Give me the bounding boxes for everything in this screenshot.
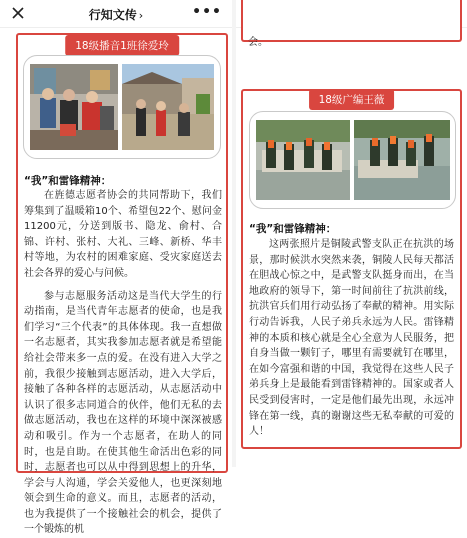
- photo-flood-fighting-1[interactable]: [256, 120, 350, 200]
- article-paragraph: 在旌德志愿者协会的共同帮助下，我们筹集到了温暖箱10个、希望包22个、慰问金11200元，分送到版书、隐龙、俞村、合锦、许村、张村、大礼、三峰、新桥、华丰村等地，为农村的困难家庭、受灾家庭送去社会各界的爱心与问候。: [24, 190, 222, 279]
- more-menu-button[interactable]: •••: [192, 4, 222, 20]
- chevron-right-icon: ›: [138, 9, 144, 22]
- photo-card: [249, 111, 456, 209]
- close-icon[interactable]: [10, 5, 26, 21]
- article-body: [24, 188, 222, 538]
- photo-volunteers-indoor[interactable]: [30, 64, 118, 150]
- previous-article-card: [241, 0, 462, 42]
- photo-flood-fighting-2[interactable]: [354, 120, 450, 200]
- article-paragraph: 这两张照片是铜陵武警支队正在抗洪的场景，那时候洪水突然来袭，铜陵人民每天都活在胆战心惊之中，是武警支队挺身而出，在当地政府的领导下，第一时间前往了抗洪前线，抗洪官兵们用行动弘扬了奉献的精神。用实际行动告诉我，人民子弟兵永远为人民。雷锋精神的本质和核心就是全心全意为人民服务，把自身当做一颗钉子，哪里有需要就钉在哪里，在如今富强和谐的中国，我觉得在这些人民子弟兵身上是最能看到雷锋精神的。国家或者人民受到侵害时，一定是他们最先出现，永远冲锋在第一线，真的谢谢这些无私奉献的可爱的人！: [249, 239, 454, 438]
- article-card: [16, 33, 228, 536]
- author-banner: 18级广编王薇: [309, 89, 395, 110]
- nav-title-link[interactable]: [89, 8, 143, 22]
- section-heading: “我”和雷锋精神：: [249, 223, 337, 235]
- article-paragraph: 参与志愿服务活动这是当代大学生的行动指南，是当代青年志愿者的使命，也是我们学习“三个代表”的具体体现。我一直想做一名志愿者，其实我参加志愿者就是希望能给社会带来多一点的爱。在没有进入大学之前，我很少接触到志愿活动，进入大学后，接触了各种各样的志愿活动，从志愿活动中认识了很多志同道合的伙伴，他们无私的去做志愿活动，我也在这样的环境中深深被感动和吸引。作为一个志愿者，在助人的同时，也是自助。在使其他生命活出色彩的同时，志愿者也可以从中得到思想上的升华，学会与人沟通，学会关爱他人，也更深刻地领会到生命的意义。而且，志愿者的活动，也为我提供了一个接触社会的机会，提供了一个锻炼的机: [24, 290, 222, 536]
- author-banner: 18级播音1班徐爱玲: [65, 35, 179, 56]
- photo-card: [23, 55, 221, 159]
- left-screenshot: [0, 0, 232, 536]
- article-body: [249, 237, 454, 440]
- photo-volunteers-outdoor[interactable]: [122, 64, 214, 150]
- previous-article-tail: 会。: [248, 37, 268, 48]
- nav-bar: [0, 0, 232, 28]
- section-heading: “我”和雷锋精神：: [24, 175, 112, 187]
- nav-title: 行知文传: [88, 8, 137, 22]
- article-card: [241, 89, 462, 449]
- right-screenshot: [236, 0, 467, 467]
